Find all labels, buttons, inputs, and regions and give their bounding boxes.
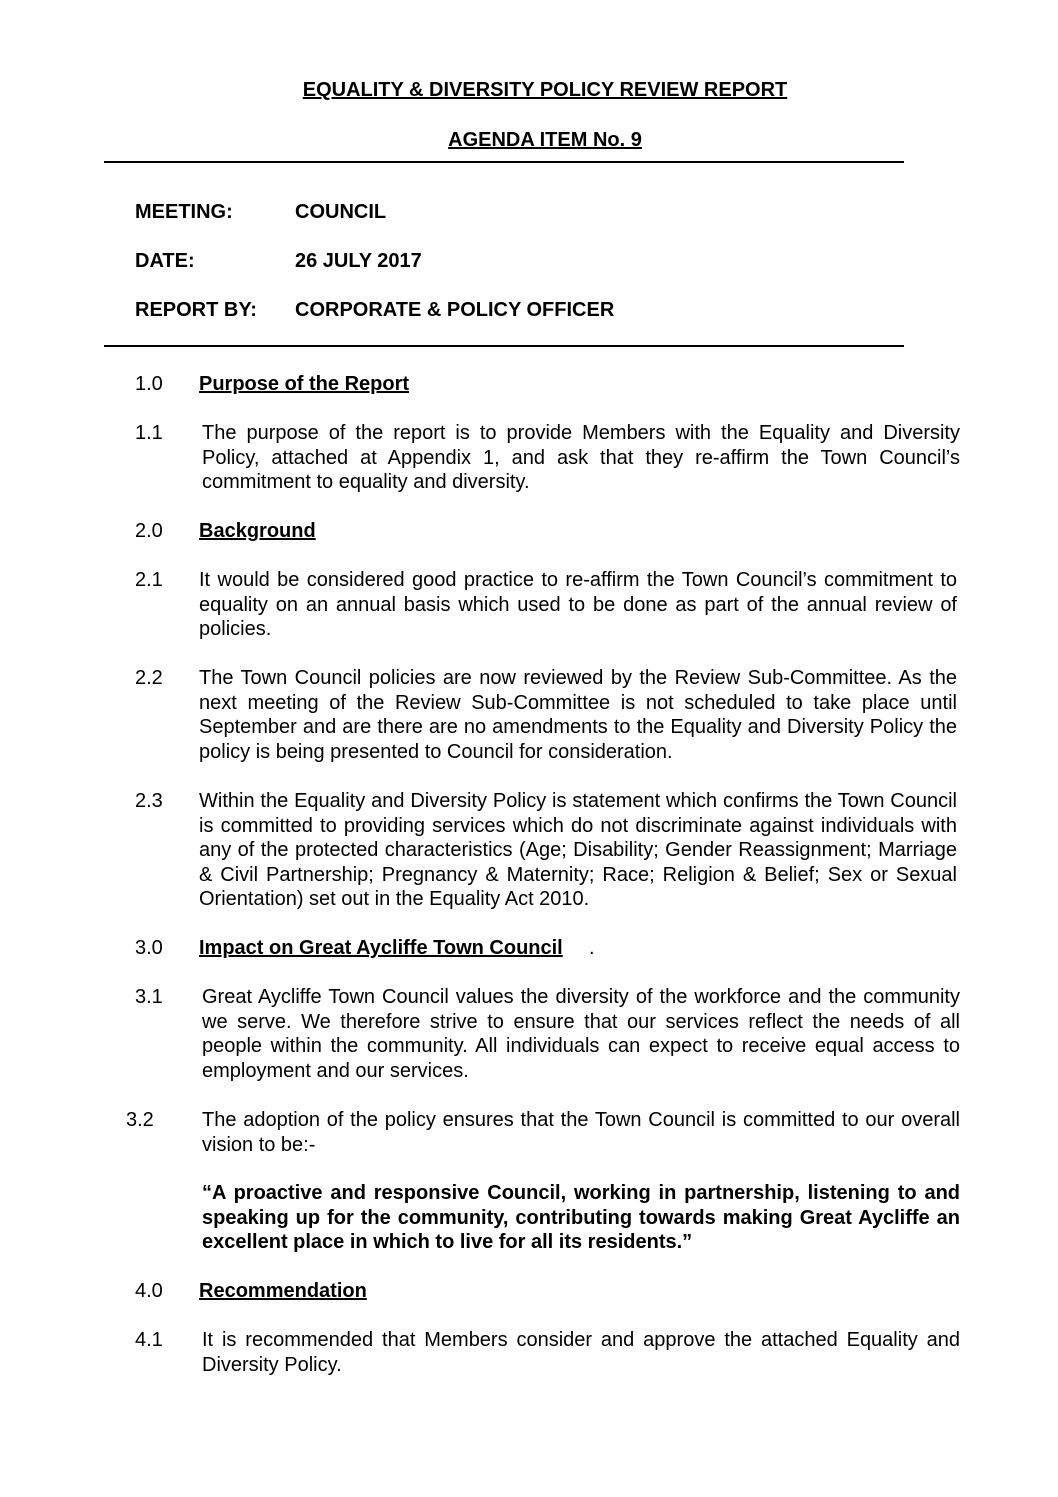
report-title: EQUALITY & DIVERSITY POLICY REVIEW REPORT	[302, 79, 788, 101]
section-number: 1.0	[135, 373, 163, 395]
paragraph-number: 3.1	[135, 986, 163, 1008]
vision-statement: “A proactive and responsive Council, working in partnership, listening to and speaking up for the community, contributing towards making Great Aycliffe an excellent place in which to live for all its residents.”	[202, 1182, 960, 1253]
paragraph-1-1: The purpose of the report is to provide Members with the Equality and Diversity Policy, attached at Appendix 1, and ask that they re-affirm the Town Council’s commitment to equality and diversity.	[202, 422, 960, 493]
section-heading-recommendation: Recommendation	[199, 1280, 367, 1302]
heading-period: .	[589, 937, 595, 959]
section-heading-impact: Impact on Great Aycliffe Town Council	[199, 937, 563, 959]
paragraph-number: 2.1	[135, 569, 163, 591]
paragraph-2-1: It would be considered good practice to re-affirm the Town Council’s commitment to equality on an annual basis which used to be done as part of the annual review of policies.	[199, 569, 957, 640]
bottom-divider	[104, 345, 904, 347]
paragraph-number: 2.2	[135, 667, 163, 689]
date-value: 26 JULY 2017	[295, 250, 422, 272]
meeting-label: MEETING:	[135, 201, 233, 223]
section-number: 2.0	[135, 520, 163, 542]
section-heading-background: Background	[199, 520, 316, 542]
top-divider	[104, 161, 904, 163]
report-by-label: REPORT BY:	[135, 299, 257, 321]
paragraph-4-1: It is recommended that Members consider and approve the attached Equality and Diversity Policy.	[202, 1329, 960, 1376]
paragraph-number: 2.3	[135, 790, 163, 812]
report-by-value: CORPORATE & POLICY OFFICER	[295, 299, 615, 321]
meeting-value: COUNCIL	[295, 201, 387, 223]
section-number: 3.0	[135, 937, 163, 959]
section-heading-purpose: Purpose of the Report	[199, 373, 410, 395]
paragraph-number: 3.2	[126, 1109, 154, 1131]
paragraph-number: 4.1	[135, 1329, 163, 1351]
section-number: 4.0	[135, 1280, 163, 1302]
paragraph-2-2: The Town Council policies are now reviewed by the Review Sub-Committee. As the next meeting of the Review Sub-Committee is not scheduled to take place until September and are there are no amendments to the Equality and Diversity Policy the policy is being presented to Council for consideration.	[199, 667, 957, 763]
paragraph-2-3: Within the Equality and Diversity Policy is statement which confirms the Town Council is committed to providing services which do not discriminate against individuals with any of the protected characteristics (Age; Disability; Gender Reassignment; Marriage & Civil Partnership; Pregnancy & Maternity; Race; Religion & Belief; Sex or Sexual Orientation) set out in the Equality Act 2010.	[199, 790, 957, 910]
paragraph-number: 1.1	[135, 422, 163, 444]
date-label: DATE:	[135, 250, 195, 272]
agenda-item: AGENDA ITEM No. 9	[448, 129, 642, 151]
paragraph-3-2: The adoption of the policy ensures that the Town Council is committed to our overall vision to be:-	[202, 1109, 960, 1156]
paragraph-3-1: Great Aycliffe Town Council values the diversity of the workforce and the community we serve. We therefore strive to ensure that our services reflect the needs of all people within the community. All individuals can expect to receive equal access to employment and our services.	[202, 986, 960, 1082]
